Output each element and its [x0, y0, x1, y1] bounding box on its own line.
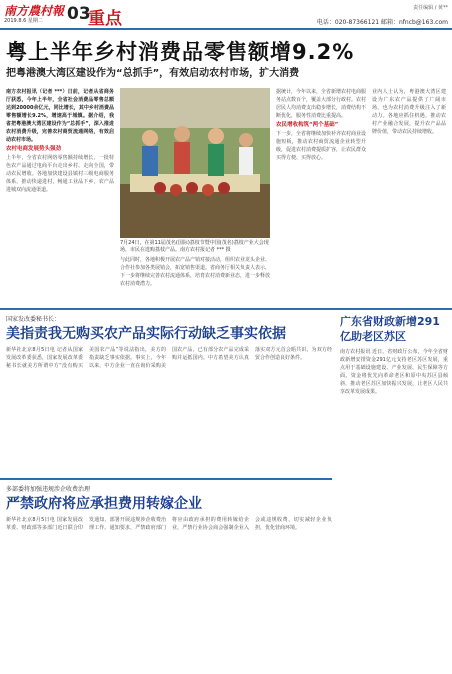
lead-column-1: [6, 88, 114, 304]
photo-caption: 7月24日，在第11届茂名(国际)荔枝节暨中国(茂名)荔枝产业大会现场，市民在选购荔枝产品。南方农村报记者 *** 摄: [120, 240, 269, 253]
lead-column-4-text: 业内人士认为，粤港澳大湾区建设为广东农产品提供了广阔市场，也为农村消费升级注入了新动力。各地应抓住机遇，推动农村产业融合发展，提升农产品品牌价值，带动农民持续增收。: [372, 89, 446, 135]
story3-headline: 广东省财政新增291亿助老区苏区: [340, 315, 440, 343]
editors-line: 责任编辑 / 黄**: [413, 5, 448, 11]
lead-column-3-text: 据统计，今年以来，全省新增农村电商服务站点数百个，覆盖大部分行政村。农村居民人均消费支出稳步增长，消费结构不断优化，服务性消费比重提高。: [276, 89, 366, 119]
story2-body: [6, 346, 332, 474]
page-number: 03: [67, 4, 91, 24]
section-label: 重点: [88, 9, 122, 29]
masthead: [0, 0, 452, 30]
story3-text: 南方农村报讯 近日，省财政厅公布，今年全省财政新增安排资金291亿元支持老区苏区发展，重点用于基础设施建设、产业发展、民生保障等方面。资金将优先向革命老区和原中央苏区县倾斜，推动老区苏区加快振兴发展，让老区人民共享改革发展成果。: [340, 349, 448, 395]
lead-column-2-text: 与此同时，各地积极开展农产品产销对接活动，组织农业龙头企业、合作社参加各类展销会，拓宽销售渠道。省商务厅相关负责人表示，下一步将继续完善农村流通体系，培育农村消费新业态，进一步释放农村消费潜力。: [120, 257, 270, 287]
lead-column-4: [372, 88, 446, 304]
story4-kicker: 多部委将加强违规涉企收费治理: [6, 486, 91, 493]
lead-column-3: [276, 88, 366, 304]
story2-text: 新华社北京8月5日电 记者从国家发展改革委获悉，国家发展改革委秘书长就美方所谓中方“没有购买美国农产品”等说法指出，美方的指责缺乏事实依据。事实上，今年以来，中方企业一直在询价采购美国农产品，已有部分农产品完成采购并运抵国内。中方希望美方认真落实双方元首会晤共识，为双方经贸合作创造良好条件。: [6, 347, 332, 369]
story2-kicker: 国家发改委秘书长：: [6, 316, 61, 323]
section-divider-2: [0, 478, 332, 480]
story2-headline: 美指责我无购买农产品实际行动缺乏事实依据: [6, 326, 286, 342]
lead-column-3-text-b: 下一步，全省将继续加快补齐农村商业设施短板，推动农村商贸流通企业转型升级，促进农村消费提质扩容，让农民群众买得方便、买得放心。: [276, 131, 366, 161]
lead-column-2: [120, 256, 270, 304]
section-divider-1: [0, 308, 452, 310]
lead-column-1-subtitle: 农村电商发展势头强劲: [6, 146, 62, 152]
story4-body: [6, 516, 332, 670]
lead-headline: 粤上半年乡村消费品零售额增9.2%: [6, 40, 355, 64]
story3-body: [340, 348, 448, 670]
market-scene-image: [120, 88, 270, 238]
lead-photo: [120, 88, 270, 238]
newspaper-logo: 南方農村報: [4, 4, 65, 18]
lead-column-1-text-b: 上半年，全省农村网络零售额持续增长，一批特色农产品通过电商平台走出乡村、走向全国，带动农民增收。各地加快建设县镇村三级电商服务体系，推动快递进村，畅通工业品下乡、农产品进城双向流通渠道。: [6, 155, 114, 193]
contact-line: 电话：020-87366121 邮箱：nfncb@163.com: [316, 19, 448, 26]
issue-date: 2019.8.6 星期二: [4, 18, 43, 24]
story4-headline: 严禁政府将应承担费用转嫁企业: [6, 496, 202, 512]
story4-text: 新华社北京8月5日电 国家发展改革委、财政部等多部门近日联合印发通知，部署开展违规涉企收费治理工作。通知要求，严禁政府部门将应由政府承担的费用转嫁给企业，严禁行业协会商会强制企业入会或违规收费，切实减轻企业负担，优化营商环境。: [6, 517, 332, 531]
lead-column-1-text: 南方农村报讯（记者 ***）日前，记者从省商务厅获悉，今年上半年，全省社会消费品零售总额达到20000余亿元，同比增长，其中乡村消费品零售额增长9.2%，增速高于城镇。据介绍，我省把粤港澳大湾区建设作为“总抓手”，深入推进农村消费升级，完善农村商贸流通网络，有效启动农村市场。: [6, 89, 114, 143]
lead-column-3-subtitle: 农民增收构筑“两个基础”: [276, 122, 339, 128]
lead-subhead: 把粤港澳大湾区建设作为“总抓手”，有效启动农村市场，扩大消费: [6, 68, 300, 79]
